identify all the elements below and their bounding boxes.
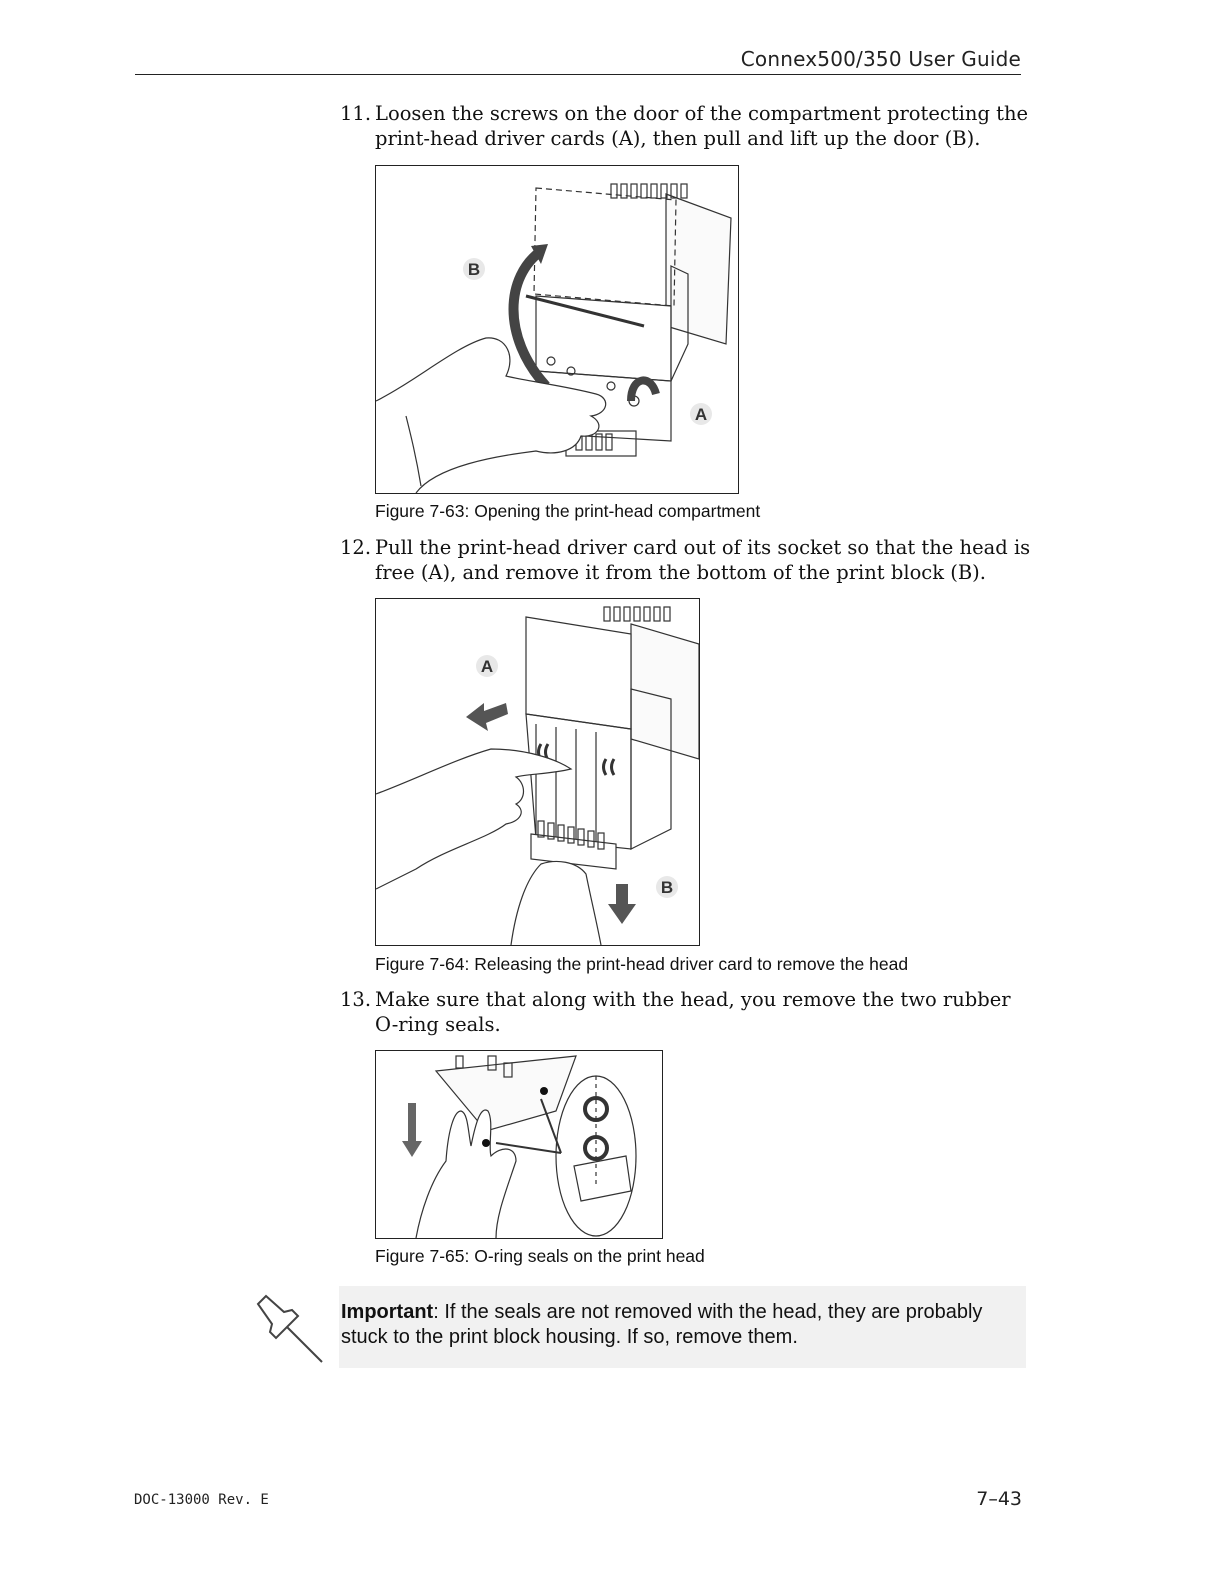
- step-text: Loosen the screws on the door of the compartment protecting the print-head driver cards (A), then pull and lift up the door (B).: [375, 102, 1029, 150]
- step-number: 13.: [340, 988, 372, 1011]
- important-label: Important: [341, 1301, 434, 1323]
- figure-7-63: [375, 165, 739, 494]
- figure-caption: Figure 7-64: Releasing the print-head driver card to remove the head: [375, 954, 909, 974]
- step-text: Make sure that along with the head, you remove the two rubber O-ring seals.: [375, 988, 1011, 1036]
- step-number: 12.: [340, 536, 372, 559]
- figure-7-64-illustration: [376, 599, 699, 945]
- figure-label-a: A: [694, 405, 708, 424]
- page-header: [135, 44, 1021, 75]
- step-text: Pull the print-head driver card out of its socket so that the head is free (A), and remove it from the bottom of the print block (B).: [375, 536, 1031, 584]
- figure-caption: Figure 7-63: Opening the print-head compartment: [375, 501, 761, 521]
- footer-doc-id: DOC-13000 Rev. E: [134, 1492, 269, 1508]
- figure-7-64: [375, 598, 700, 946]
- header-title: Connex500/350 User Guide: [740, 47, 1021, 71]
- connector-pins-top: [611, 184, 687, 198]
- figure-7-65: [375, 1050, 663, 1239]
- figure-7-65-illustration: [376, 1051, 662, 1238]
- figure-label-b: B: [660, 878, 674, 897]
- important-note-text: [341, 1300, 1021, 1350]
- figure-label-a: A: [480, 657, 494, 676]
- step-number: 11.: [340, 102, 372, 125]
- important-body: : If the seals are not removed with the head, they are probably stuck to the print block housing. If so, remove them.: [341, 1301, 983, 1348]
- figure-7-63-illustration: [376, 166, 738, 493]
- figure-caption: Figure 7-65: O-ring seals on the print head: [375, 1246, 705, 1266]
- page-number: 7–43: [976, 1488, 1022, 1510]
- pushpin-icon: [254, 1294, 326, 1366]
- important-note: [339, 1286, 1026, 1368]
- figure-label-b: B: [467, 260, 481, 279]
